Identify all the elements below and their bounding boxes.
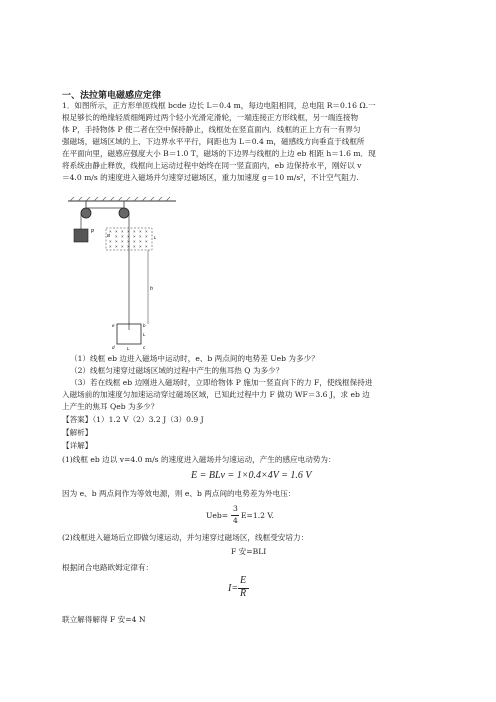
svg-text:h: h — [150, 286, 153, 292]
field-cross: × — [139, 239, 142, 244]
field-cross: × — [139, 234, 142, 239]
field-cross: × — [109, 239, 112, 244]
field-cross: × — [127, 234, 130, 239]
solution-step-1: (1)线框 eb 边以 v=4.0 m/s 的速度进入磁场并匀速运动，产生的感应电动势为： — [62, 455, 336, 464]
svg-text:L: L — [143, 332, 146, 337]
problem-line: 根足够长的绝缘轻质细绳跨过两个轻小光滑定滑轮，一端连接正方形线框，另一端连接物 — [62, 113, 359, 122]
svg-text:L: L — [154, 235, 157, 240]
problem-line: 将系统由静止释放，线框向上运动过程中始终在同一竖直面内，eb 边保持水平，刚好以 v — [62, 161, 362, 170]
section-title: 一、法拉第电磁感应定律 — [62, 90, 162, 100]
svg-text:L: L — [127, 346, 130, 351]
field-cross: × — [139, 244, 142, 249]
svg-text:B: B — [107, 233, 111, 238]
svg-text:b: b — [143, 323, 146, 328]
solution-step-3: (2)线框进入磁场后立即做匀速运动，并匀速穿过磁场区，线框受安培力： — [62, 533, 309, 542]
field-cross: × — [145, 234, 148, 239]
field-cross: × — [115, 239, 118, 244]
answer: 【答案】（1）1.2 V（2）3.2 J（3）0.9 J — [62, 415, 204, 424]
field-cross: × — [109, 244, 112, 249]
field-cross: × — [133, 229, 136, 234]
field-cross: × — [133, 239, 136, 244]
solution-step-5: 联立解得解得 F 安=4 N — [62, 615, 146, 624]
field-cross: × — [121, 239, 124, 244]
pulley-left — [81, 208, 91, 218]
field-cross: × — [109, 229, 112, 234]
question-1: （1）线框 eb 边进入磁场中运动时，e、b 两点间的电势差 Ueb 为多少？ — [70, 354, 319, 363]
problem-line: 在平面向里，磁感应强度大小 B＝1.0 T，磁场的下边界与线框的上边 eb 相距 h＝1.6 m．现 — [62, 149, 376, 158]
field-cross: × — [127, 239, 130, 244]
field-cross: × — [115, 244, 118, 249]
mass-p — [74, 229, 88, 242]
field-cross: × — [115, 234, 118, 239]
solution-step-2: 因为 e、b 两点间作为等效电源，则 e、b 两点间的电势差为外电压： — [62, 489, 296, 498]
problem-line: 强磁场，磁场区域的上、下边界水平平行，间距也为 L＝0.4 m，磁感线方向垂直于线框所 — [62, 137, 365, 146]
equation-emf: E = BLv = 1×0.4×4V = 1.6 V — [191, 470, 312, 481]
field-cross: × — [139, 229, 142, 234]
field-cross: × — [121, 229, 124, 234]
problem-line: 1．如图所示，正方形单匝线框 bcde 边长 L＝0.4 m，每边电阻相同，总电阻 R＝0.16 Ω.一 — [62, 101, 376, 110]
physics-diagram — [60, 192, 180, 352]
field-cross: × — [121, 244, 124, 249]
field-cross: × — [115, 229, 118, 234]
svg-text:d: d — [112, 345, 115, 350]
detail-tag: 【详解】 — [62, 441, 93, 450]
problem-line: ＝4.0 m/s 的速度进入磁场并匀速穿过磁场区，重力加速度 g＝10 m/s²，不计空气阻力. — [62, 173, 359, 182]
svg-text:P: P — [91, 229, 95, 235]
field-cross: × — [145, 244, 148, 249]
field-cross: × — [133, 244, 136, 249]
equation-ampere-force: F 安=BLI — [231, 547, 267, 556]
solution-step-4: 根据闭合电路欧姆定律有： — [62, 563, 154, 572]
question-3-cont: 入磁场前的加速度匀加速运动穿过磁场区域，已知此过程中力 F 做功 WF＝3.6 J，求 eb 边 — [62, 390, 370, 399]
field-cross: × — [133, 234, 136, 239]
svg-text:c: c — [143, 345, 146, 350]
pulley-right — [119, 208, 129, 218]
problem-line: 体 P，手持物体 P 使二者在空中保持静止，线框处在竖直面内．线框的正上方有一有界匀 — [62, 125, 361, 134]
analysis-tag: 【解析】 — [62, 428, 93, 437]
svg-text:e: e — [112, 323, 115, 328]
question-2: （2）线框匀速穿过磁场区域的过程中产生的焦耳热 Q 为多少？ — [70, 366, 284, 375]
field-cross: × — [127, 244, 130, 249]
field-cross: × — [145, 239, 148, 244]
field-cross: × — [127, 229, 130, 234]
field-cross: × — [121, 234, 124, 239]
field-cross: × — [145, 229, 148, 234]
question-3: （3）若在线框 eb 边刚进入磁场时，立即给物体 P 施加一竖直向下的力 F，使线框保持进 — [70, 378, 373, 387]
question-3-cont: 上产生的焦耳 Qeb 为多少？ — [62, 402, 159, 411]
